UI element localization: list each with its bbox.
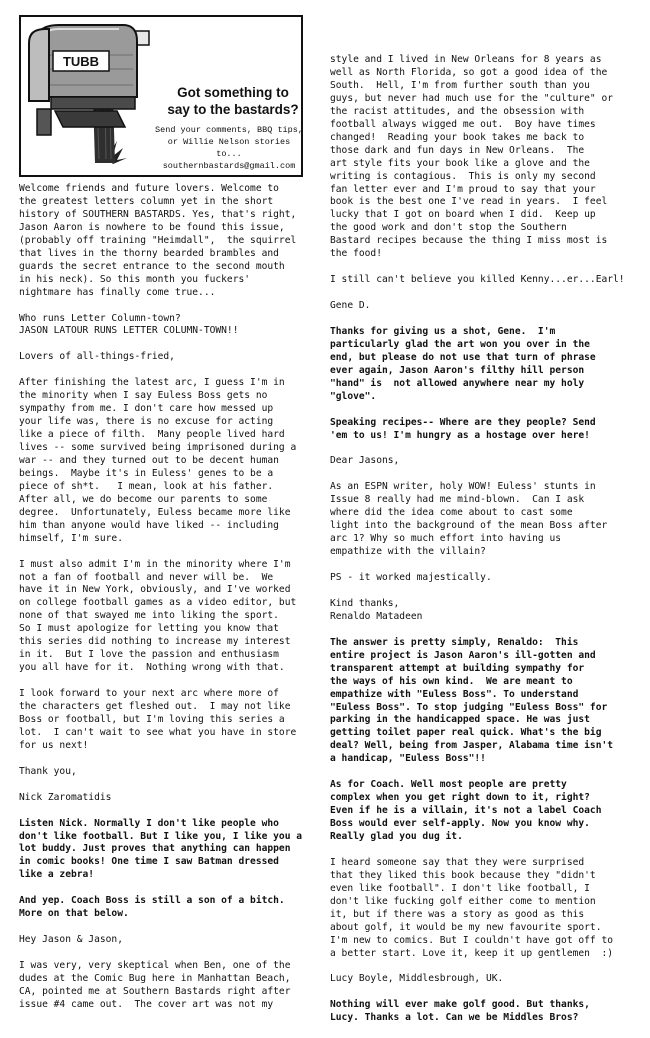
response-paragraph: The answer is pretty simply, Renaldo: This entire project is Jason Aaron's ill-gotten and transparent attempt at building sympathy for the ways of his own kind. We are meant to empathize with "Euless Boss". To understand "Euless Boss". To stop judging "Euless Boss" for parking in the handicapped space. He was just getting toilet paper real quick. What's the big deal? Well, being from Jasper, Alabama time isn't a handicap, "Euless Boss"!! <box>330 636 614 765</box>
paragraph: Thank you, <box>19 765 77 777</box>
paragraph: Nick Zaromatidis <box>19 791 112 803</box>
response-paragraph: Listen Nick. Normally I don't like people who don't like football. But I like you, I like you a lot buddy. Just proves that anything can happen in comic books! One time I saw Batman dressed like a zebra! <box>19 817 303 881</box>
mailbox-icon <box>15 5 165 187</box>
paragraph: style and I lived in New Orleans for 8 years as well as North Florida, so got a good idea of the South. Hell, I'm from further south than you guys, but never had much use for the "culture" or the racist attitudes, and the obsession with football always wigged me out. Boy have times changed! Reading your book takes me back to those dark and fun days in New Orleans. The art style fits your book like a glove and the writing is contagious. This is only my second fan letter ever and I'm proud to say that your book is the best one I've read in years. I feel lucky that I got on board when I did. Keep up the good work and don't stop the Southern Bastard recipes because the thing I miss most is the food! <box>330 54 614 260</box>
response-paragraph: Nothing will ever make golf good. But thanks, Lucy. Thanks a lot. Can we be Middles Bros? <box>330 999 590 1024</box>
response-paragraph: As for Coach. Well most people are pretty complex when you get right down to it, right? Even if he is a villain, it's not a label Coach Boss would ever self-apply. Now you know why. Really glad you dug it. <box>330 779 602 843</box>
mailbox-label: TUBB <box>62 54 100 69</box>
paragraph: Gene D. <box>330 300 371 312</box>
paragraph: Lucy Boyle, Middlesbrough, UK. <box>330 973 504 985</box>
paragraph: PS - it worked majestically. <box>330 572 492 584</box>
response-paragraph: Thanks for giving us a shot, Gene. I'm particularly glad the art won you over in the end, but please do not use that turn of phrase ever again, Jason Aaron's filthy hill person "hand" is not allowed anywhere near my holy "glove". <box>330 325 596 402</box>
header-subtitle: Send your comments, BBQ tips, or Willie Nelson stories to... southernbastards@gmail.com <box>155 125 303 171</box>
response-paragraph: And yep. Coach Boss is still a son of a bitch. More on that below. <box>19 895 285 920</box>
paragraph: I look forward to your next arc where more of the characters get fleshed out. I may not like Boss or football, but I'm loving this series a lot. I can't wait to see what you have in store for us next! <box>19 688 297 751</box>
letters-header-box <box>19 15 303 177</box>
paragraph: As an ESPN writer, holy WOW! Euless' stunts in Issue 8 really had me mind-blown. Can I ask where did the idea come about to cast some light into the background of the mean Boss after arc 1? Why so much effort into having us empathize with the villain? <box>330 481 608 558</box>
paragraph: Kind thanks, Renaldo Matadeen <box>330 597 423 622</box>
left-column <box>19 183 311 1025</box>
response-paragraph: Speaking recipes-- Where are they people? Send 'em to us! I'm hungry as a hostage over here! <box>330 416 596 441</box>
paragraph: I still can't believe you killed Kenny...er...Earl! <box>330 274 625 286</box>
paragraph: Dear Jasons, <box>330 455 400 467</box>
right-column <box>330 54 630 1038</box>
paragraph: I must also admit I'm in the minority where I'm not a fan of football and never will be. We have it in New York, obviously, and I've worked on college football games as a video editor, but none of that swayed me into liking the sport. So I must apologize for letting you know that this series did nothing to increase my interest in it. But I love the passion and enthusiasm you all have for it. Nothing wrong with that. <box>19 558 297 674</box>
header-title: Got something to say to the bastards? <box>167 85 299 117</box>
paragraph: Hey Jason & Jason, <box>19 934 123 946</box>
paragraph: After finishing the latest arc, I guess I'm in the minority when I say Euless Boss gets no sympathy from me. I don't care how messed up your life was, there is no excuse for acting like a piece of filth. Many people lived hard lives -- some survived being imprisoned during a war -- and they turned out to be decent human beings. Maybe it's in Euless' genes to be a piece of sh*t. I mean, look at his father. After all, we do become our parents to some degree. Unfortunately, Euless became more like him than anyone would have liked -- including himself, I'm sure. <box>19 377 297 544</box>
paragraph: I was very, very skeptical when Ben, one of the dudes at the Comic Bug here in Manhattan Beach, CA, pointed me at Southern Bastards right after issue #4 came out. The cover art was not my <box>19 960 291 1010</box>
paragraph: I heard someone say that they were surprised that they liked this book because they "didn't even like football". I don't like football, I don't like fucking golf either come to mention it, but if there was a story as good as this about golf, it would be my new favourite sport. I'm new to comics. But I couldn't have got off to a better start. Love it, keep it up gentlemen :) <box>330 856 614 959</box>
paragraph: Lovers of all-things-fried, <box>19 351 175 363</box>
paragraph: Who runs Letter Column-town? JASON LATOUR RUNS LETTER COLUMN-TOWN!! <box>19 312 239 337</box>
paragraph: Welcome friends and future lovers. Welcome to the greatest letters column yet in the short history of SOUTHERN BASTARDS. Yes, that's right, Jason Aaron is nowhere to be found this issue, (probably off training "Heimdall", the squirrel that lives in the thorny bearded brambles and guards the secret entrance to the second mouth in his neck). So this month you fuckers' nightmare has finally come true... <box>19 183 297 298</box>
